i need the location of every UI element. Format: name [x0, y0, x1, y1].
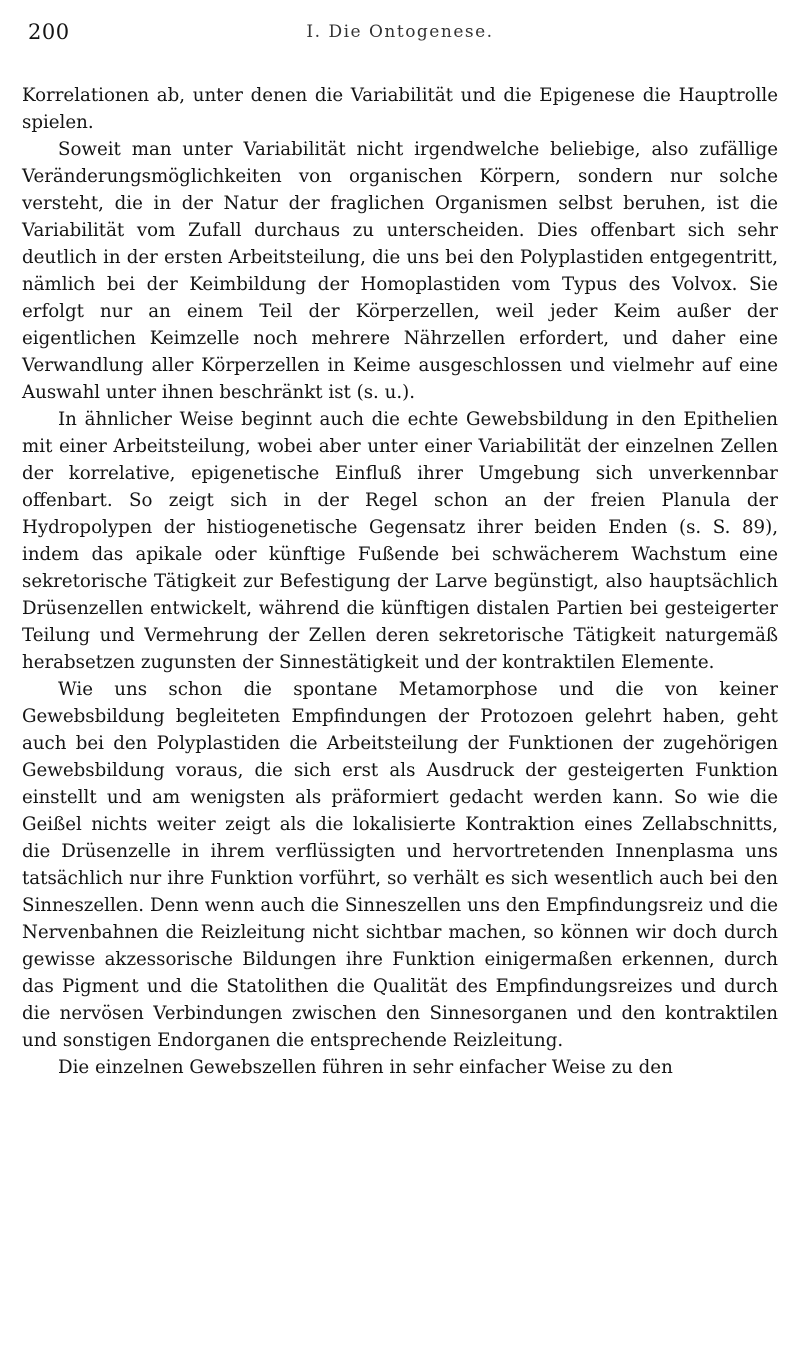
paragraph-continuation: Korrelationen ab, unter denen die Variabilität und die Epigenese die Hauptrolle spielen.: [22, 85, 778, 133]
page-number: 200: [28, 20, 70, 44]
paragraph-variabilitaet: Soweit man unter Variabilität nicht irgendwelche beliebige, also zufällige Veränderungsmöglichkeiten von organischen Körpern, sondern nur solche versteht, die in der Natur der fraglichen Organismen selbst beruhen, ist die Variabilität vom Zufall durchaus zu unterscheiden. Dies offenbart sich sehr deutlich in der ersten Arbeitsteilung, die uns bei den Polyplastiden entgegentritt, nämlich bei der Keimbildung der Homoplastiden vom Typus des Volvox. Sie erfolgt nur an einem Teil der Körperzellen, weil jeder Keim außer der eigentlichen Keimzelle noch mehrere Nährzellen erfordert, und daher eine Verwandlung aller Körperzellen in Keime ausgeschlossen und vielmehr auf eine Auswahl unter ihnen beschränkt ist (s. u.).: [22, 139, 778, 403]
running-head: I. Die Ontogenese.: [306, 22, 494, 42]
paragraph-arbeitsteilung: Wie uns schon die spontane Metamorphose und die von keiner Gewebsbildung begleiteten Empfindungen der Protozoen gelehrt haben, geht auch bei den Polyplastiden die Arbeitsteilung der Funktionen der zugehörigen Gewebsbildung voraus, die sich erst als Ausdruck der gesteigerten Funktion einstellt und am wenigsten als präformiert gedacht werden kann. So wie die Geißel nichts weiter zeigt als die lokalisierte Kontraktion eines Zellabschnitts, die Drüsenzelle in ihrem verflüssigten und hervortretenden Innenplasma uns tatsächlich nur ihre Funktion vorführt, so verhält es sich wesentlich auch bei den Sinneszellen. Denn wenn auch die Sinneszellen uns den Empfindungsreiz und die Nervenbahnen die Reizleitung nicht sichtbar machen, so können wir doch durch gewisse akzessorische Bildungen ihre Funktion einigermaßen erkennen, durch das Pigment und die Statolithen die Qualität des Empfindungsreizes und durch die nervösen Verbindungen zwischen den Sinnesorganen und den kontraktilen und sonstigen Endorganen die entsprechende Reizleitung.: [22, 679, 778, 1051]
page-header: [22, 14, 778, 54]
paragraph-gewebszellen: Die einzelnen Gewebszellen führen in sehr einfacher Weise zu den: [58, 1057, 673, 1078]
document-page: [22, 14, 778, 1344]
body-text: [22, 82, 778, 1081]
paragraph-gewebsbildung: In ähnlicher Weise beginnt auch die echte Gewebsbildung in den Epithelien mit einer Arbeitsteilung, wobei aber unter einer Variabilität der einzelnen Zellen der korrelative, epigenetische Einfluß ihrer Umgebung sich unverkennbar offenbart. So zeigt sich in der Regel schon an der freien Planula der Hydropolypen der histiogenetische Gegensatz ihrer beiden Enden (s. S. 89), indem das apikale oder künftige Fußende bei schwächerem Wachstum eine sekretorische Tätigkeit zur Befestigung der Larve begünstigt, also hauptsächlich Drüsenzellen entwickelt, während die künftigen distalen Partien bei gesteigerter Teilung und Vermehrung der Zellen deren sekretorische Tätigkeit naturgemäß herabsetzen zugunsten der Sinnestätigkeit und der kontraktilen Elemente.: [22, 409, 778, 673]
